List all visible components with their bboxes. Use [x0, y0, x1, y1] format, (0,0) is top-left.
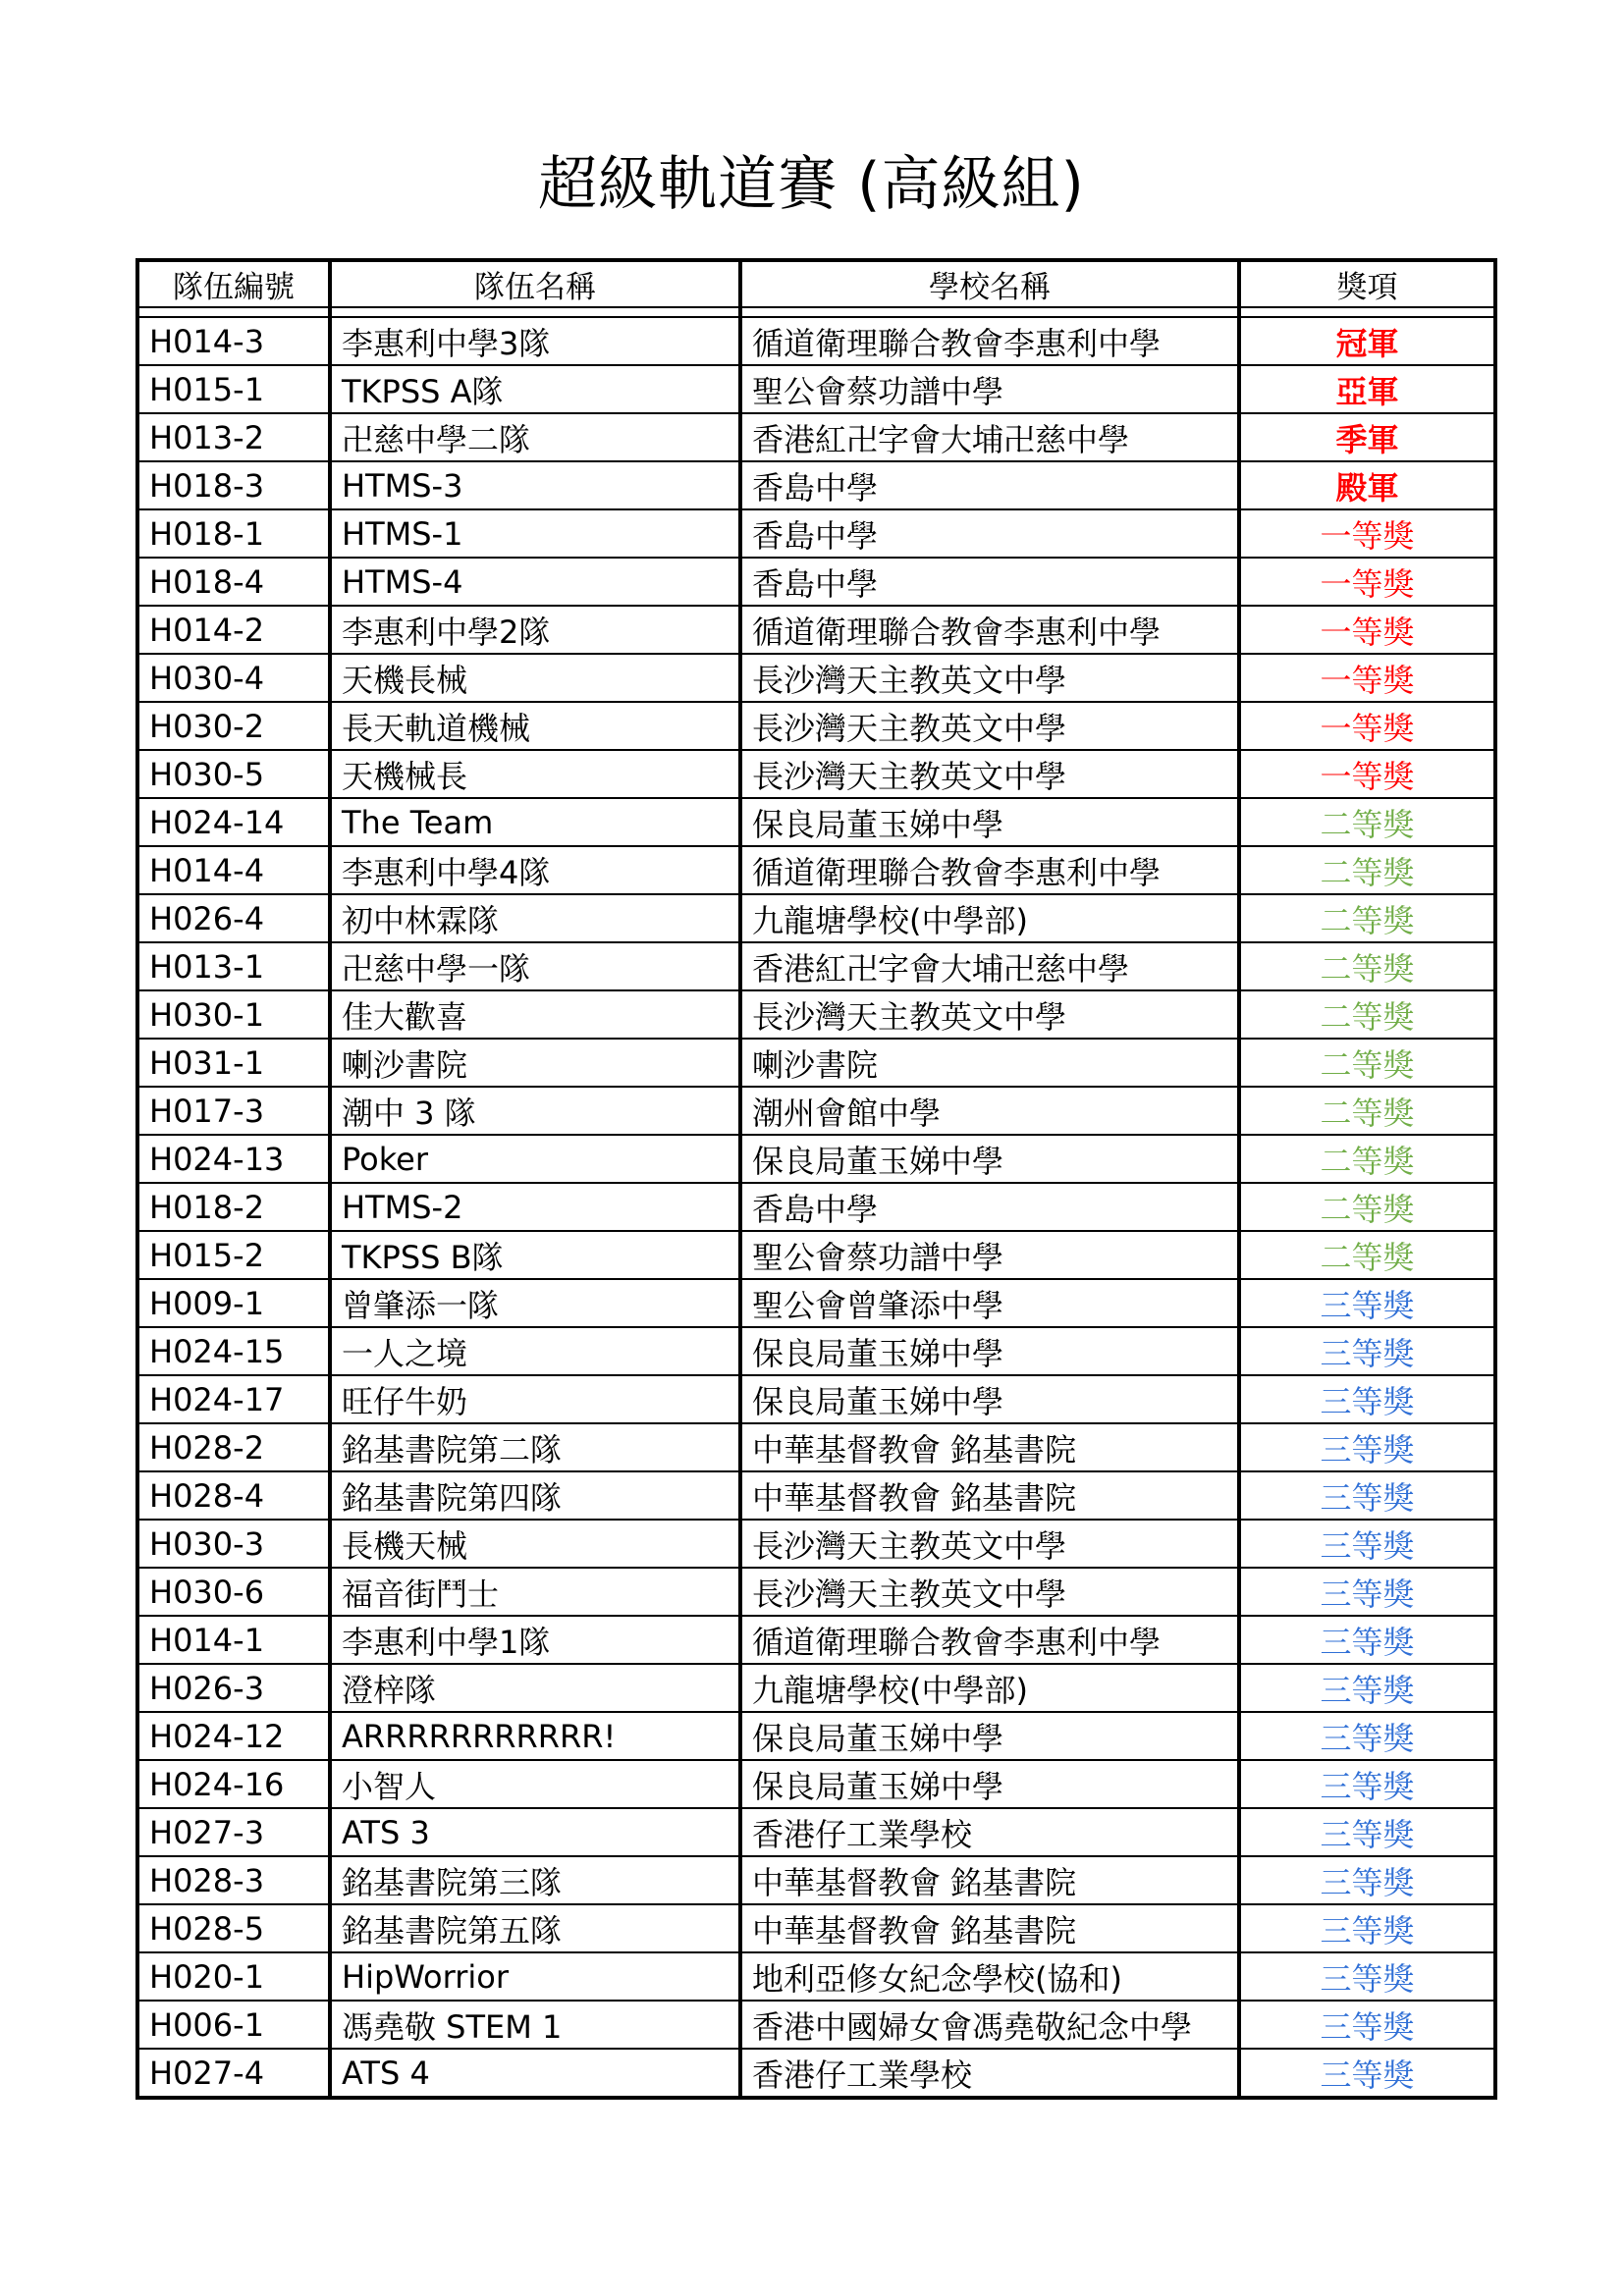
table-row — [137, 461, 1495, 509]
team-name-cell: 一人之境 — [330, 1327, 740, 1375]
school-name-cell: 中華基督教會 銘基書院 — [740, 1856, 1239, 1904]
header-school-name: 學校名稱 — [740, 260, 1239, 307]
page-title: 超級軌道賽 (高級組) — [538, 150, 1085, 219]
school-name-cell: 香港紅卍字會大埔卍慈中學 — [740, 413, 1239, 461]
team-id-cell: H027-3 — [137, 1808, 330, 1856]
table-row — [137, 894, 1495, 942]
award-cell: 二等獎 — [1239, 1135, 1495, 1183]
table-row — [137, 1423, 1495, 1471]
team-id-cell: H024-17 — [137, 1375, 330, 1423]
team-id-cell: H030-3 — [137, 1520, 330, 1568]
award-cell: 三等獎 — [1239, 1471, 1495, 1520]
school-name-cell: 喇沙書院 — [740, 1039, 1239, 1087]
award-cell: 三等獎 — [1239, 1616, 1495, 1664]
award-cell: 二等獎 — [1239, 942, 1495, 990]
header-team-id: 隊伍編號 — [137, 260, 330, 307]
team-name-cell: The Team — [330, 798, 740, 846]
award-cell: 二等獎 — [1239, 1183, 1495, 1231]
table-row — [137, 750, 1495, 798]
team-id-cell: H013-2 — [137, 413, 330, 461]
team-id-cell: H014-2 — [137, 606, 330, 654]
header-row — [137, 260, 1495, 307]
award-cell: 二等獎 — [1239, 1087, 1495, 1135]
team-id-cell: H028-4 — [137, 1471, 330, 1520]
table-row — [137, 2049, 1495, 2098]
school-name-cell: 聖公會曾肇添中學 — [740, 1279, 1239, 1327]
award-cell: 三等獎 — [1239, 1568, 1495, 1616]
school-name-cell: 長沙灣天主教英文中學 — [740, 750, 1239, 798]
team-id-cell: H015-2 — [137, 1231, 330, 1279]
table-row — [137, 702, 1495, 750]
award-cell: 一等獎 — [1239, 558, 1495, 606]
school-name-cell: 保良局董玉娣中學 — [740, 1760, 1239, 1808]
school-name-cell: 循道衛理聯合教會李惠利中學 — [740, 1616, 1239, 1664]
school-name-cell: 香島中學 — [740, 509, 1239, 558]
team-id-cell: H014-1 — [137, 1616, 330, 1664]
table-row — [137, 1087, 1495, 1135]
table-row — [137, 1952, 1495, 2001]
team-name-cell: 潮中 3 隊 — [330, 1087, 740, 1135]
team-name-cell: 李惠利中學3隊 — [330, 317, 740, 365]
team-id-cell: H028-3 — [137, 1856, 330, 1904]
table-row — [137, 317, 1495, 365]
school-name-cell: 循道衛理聯合教會李惠利中學 — [740, 317, 1239, 365]
school-name-cell: 中華基督教會 銘基書院 — [740, 1471, 1239, 1520]
award-cell: 三等獎 — [1239, 1375, 1495, 1423]
team-id-cell: H024-16 — [137, 1760, 330, 1808]
table-row — [137, 2001, 1495, 2049]
team-id-cell: H028-5 — [137, 1904, 330, 1952]
team-name-cell: TKPSS A隊 — [330, 365, 740, 413]
table-row — [137, 1856, 1495, 1904]
team-name-cell: Poker — [330, 1135, 740, 1183]
team-name-cell: HTMS-2 — [330, 1183, 740, 1231]
school-name-cell: 香島中學 — [740, 1183, 1239, 1231]
award-cell: 一等獎 — [1239, 750, 1495, 798]
team-id-cell: H031-1 — [137, 1039, 330, 1087]
school-name-cell: 循道衛理聯合教會李惠利中學 — [740, 846, 1239, 894]
table-row — [137, 942, 1495, 990]
school-name-cell: 香港紅卍字會大埔卍慈中學 — [740, 942, 1239, 990]
team-name-cell: 卍慈中學一隊 — [330, 942, 740, 990]
team-id-cell: H018-4 — [137, 558, 330, 606]
table-row — [137, 1712, 1495, 1760]
team-id-cell: H014-3 — [137, 317, 330, 365]
table-row — [137, 798, 1495, 846]
team-id-cell: H013-1 — [137, 942, 330, 990]
school-name-cell: 香港仔工業學校 — [740, 2049, 1239, 2098]
table-row — [137, 1471, 1495, 1520]
team-name-cell: 佳大歡喜 — [330, 990, 740, 1039]
table-row — [137, 846, 1495, 894]
award-cell: 二等獎 — [1239, 1231, 1495, 1279]
award-cell: 三等獎 — [1239, 2001, 1495, 2049]
team-name-cell: 福音街鬥士 — [330, 1568, 740, 1616]
award-cell: 二等獎 — [1239, 1039, 1495, 1087]
table-row — [137, 1664, 1495, 1712]
table-row — [137, 558, 1495, 606]
school-name-cell: 潮州會館中學 — [740, 1087, 1239, 1135]
team-name-cell: 李惠利中學4隊 — [330, 846, 740, 894]
award-cell: 二等獎 — [1239, 894, 1495, 942]
table-row — [137, 654, 1495, 702]
team-name-cell: 卍慈中學二隊 — [330, 413, 740, 461]
school-name-cell: 長沙灣天主教英文中學 — [740, 1568, 1239, 1616]
team-name-cell: 銘基書院第五隊 — [330, 1904, 740, 1952]
table-row — [137, 1039, 1495, 1087]
team-name-cell: ATS 4 — [330, 2049, 740, 2098]
table-body — [137, 307, 1495, 2098]
school-name-cell: 香島中學 — [740, 558, 1239, 606]
team-id-cell: H006-1 — [137, 2001, 330, 2049]
school-name-cell: 保良局董玉娣中學 — [740, 1712, 1239, 1760]
team-name-cell: 曾肇添一隊 — [330, 1279, 740, 1327]
team-id-cell: H015-1 — [137, 365, 330, 413]
team-name-cell: 銘基書院第三隊 — [330, 1856, 740, 1904]
school-name-cell: 長沙灣天主教英文中學 — [740, 1520, 1239, 1568]
school-name-cell: 香港仔工業學校 — [740, 1808, 1239, 1856]
school-name-cell: 保良局董玉娣中學 — [740, 1375, 1239, 1423]
table-row — [137, 1616, 1495, 1664]
table-row — [137, 606, 1495, 654]
school-name-cell: 九龍塘學校(中學部) — [740, 894, 1239, 942]
award-cell: 三等獎 — [1239, 1423, 1495, 1471]
team-id-cell: H014-4 — [137, 846, 330, 894]
table-row — [137, 1183, 1495, 1231]
team-id-cell: H030-1 — [137, 990, 330, 1039]
team-id-cell: H009-1 — [137, 1279, 330, 1327]
team-name-cell: 初中林霖隊 — [330, 894, 740, 942]
table-row — [137, 509, 1495, 558]
table-row — [137, 365, 1495, 413]
team-id-cell: H018-1 — [137, 509, 330, 558]
header-award: 獎項 — [1239, 260, 1495, 307]
school-name-cell: 九龍塘學校(中學部) — [740, 1664, 1239, 1712]
team-name-cell: 銘基書院第四隊 — [330, 1471, 740, 1520]
school-name-cell: 長沙灣天主教英文中學 — [740, 990, 1239, 1039]
team-name-cell: 天機長械 — [330, 654, 740, 702]
table-row — [137, 1231, 1495, 1279]
school-name-cell: 長沙灣天主教英文中學 — [740, 654, 1239, 702]
school-name-cell: 香港中國婦女會馮堯敬紀念中學 — [740, 2001, 1239, 2049]
award-cell: 三等獎 — [1239, 1520, 1495, 1568]
table-row — [137, 1808, 1495, 1856]
school-name-cell: 地利亞修女紀念學校(協和) — [740, 1952, 1239, 2001]
team-name-cell: 旺仔牛奶 — [330, 1375, 740, 1423]
team-id-cell: H024-13 — [137, 1135, 330, 1183]
team-id-cell: H024-15 — [137, 1327, 330, 1375]
team-name-cell: HTMS-1 — [330, 509, 740, 558]
team-name-cell: 喇沙書院 — [330, 1039, 740, 1087]
award-cell: 三等獎 — [1239, 1712, 1495, 1760]
team-id-cell: H026-4 — [137, 894, 330, 942]
team-name-cell: 長機天械 — [330, 1520, 740, 1568]
school-name-cell: 中華基督教會 銘基書院 — [740, 1904, 1239, 1952]
table-row — [137, 1520, 1495, 1568]
team-id-cell: H020-1 — [137, 1952, 330, 2001]
team-name-cell: HTMS-4 — [330, 558, 740, 606]
school-name-cell: 中華基督教會 銘基書院 — [740, 1423, 1239, 1471]
team-id-cell: H026-3 — [137, 1664, 330, 1712]
table-row — [137, 1568, 1495, 1616]
table-row — [137, 1375, 1495, 1423]
award-cell: 三等獎 — [1239, 1904, 1495, 1952]
award-cell: 季軍 — [1239, 413, 1495, 461]
team-id-cell: H030-5 — [137, 750, 330, 798]
table-row — [137, 1279, 1495, 1327]
school-name-cell: 聖公會蔡功譜中學 — [740, 365, 1239, 413]
award-cell: 二等獎 — [1239, 798, 1495, 846]
award-cell: 亞軍 — [1239, 365, 1495, 413]
award-cell: 殿軍 — [1239, 461, 1495, 509]
award-cell: 三等獎 — [1239, 1760, 1495, 1808]
award-cell: 三等獎 — [1239, 1664, 1495, 1712]
school-name-cell: 長沙灣天主教英文中學 — [740, 702, 1239, 750]
team-id-cell: H024-14 — [137, 798, 330, 846]
team-name-cell: 澄梓隊 — [330, 1664, 740, 1712]
team-name-cell: 小智人 — [330, 1760, 740, 1808]
team-name-cell: 李惠利中學2隊 — [330, 606, 740, 654]
results-table — [135, 258, 1497, 2100]
team-id-cell: H030-6 — [137, 1568, 330, 1616]
award-cell: 三等獎 — [1239, 1856, 1495, 1904]
award-cell: 一等獎 — [1239, 654, 1495, 702]
award-cell: 二等獎 — [1239, 990, 1495, 1039]
team-name-cell: 天機械長 — [330, 750, 740, 798]
award-cell: 三等獎 — [1239, 2049, 1495, 2098]
school-name-cell: 循道衛理聯合教會李惠利中學 — [740, 606, 1239, 654]
team-name-cell: 銘基書院第二隊 — [330, 1423, 740, 1471]
team-name-cell: 馮堯敬 STEM 1 — [330, 2001, 740, 2049]
school-name-cell: 保良局董玉娣中學 — [740, 798, 1239, 846]
table-row — [137, 990, 1495, 1039]
team-id-cell: H030-2 — [137, 702, 330, 750]
team-id-cell: H017-3 — [137, 1087, 330, 1135]
team-id-cell: H024-12 — [137, 1712, 330, 1760]
table-row — [137, 1327, 1495, 1375]
team-name-cell: TKPSS B隊 — [330, 1231, 740, 1279]
award-cell: 一等獎 — [1239, 509, 1495, 558]
team-name-cell: HTMS-3 — [330, 461, 740, 509]
award-cell: 一等獎 — [1239, 702, 1495, 750]
school-name-cell: 香島中學 — [740, 461, 1239, 509]
award-cell: 三等獎 — [1239, 1279, 1495, 1327]
team-id-cell: H028-2 — [137, 1423, 330, 1471]
award-cell: 一等獎 — [1239, 606, 1495, 654]
team-id-cell: H027-4 — [137, 2049, 330, 2098]
school-name-cell: 聖公會蔡功譜中學 — [740, 1231, 1239, 1279]
team-name-cell: HipWorrior — [330, 1952, 740, 2001]
award-cell: 三等獎 — [1239, 1952, 1495, 2001]
table-row — [137, 1135, 1495, 1183]
team-id-cell: H030-4 — [137, 654, 330, 702]
award-cell: 冠軍 — [1239, 317, 1495, 365]
header-spacer-row — [137, 307, 1495, 317]
team-name-cell: ATS 3 — [330, 1808, 740, 1856]
header-team-name: 隊伍名稱 — [330, 260, 740, 307]
award-cell: 三等獎 — [1239, 1808, 1495, 1856]
team-id-cell: H018-2 — [137, 1183, 330, 1231]
team-name-cell: ARRRRRRRRRRR! — [330, 1712, 740, 1760]
team-id-cell: H018-3 — [137, 461, 330, 509]
table-row — [137, 413, 1495, 461]
school-name-cell: 保良局董玉娣中學 — [740, 1327, 1239, 1375]
award-cell: 二等獎 — [1239, 846, 1495, 894]
table-row — [137, 1760, 1495, 1808]
team-name-cell: 長天軌道機械 — [330, 702, 740, 750]
school-name-cell: 保良局董玉娣中學 — [740, 1135, 1239, 1183]
award-cell: 三等獎 — [1239, 1327, 1495, 1375]
table-row — [137, 1904, 1495, 1952]
team-name-cell: 李惠利中學1隊 — [330, 1616, 740, 1664]
